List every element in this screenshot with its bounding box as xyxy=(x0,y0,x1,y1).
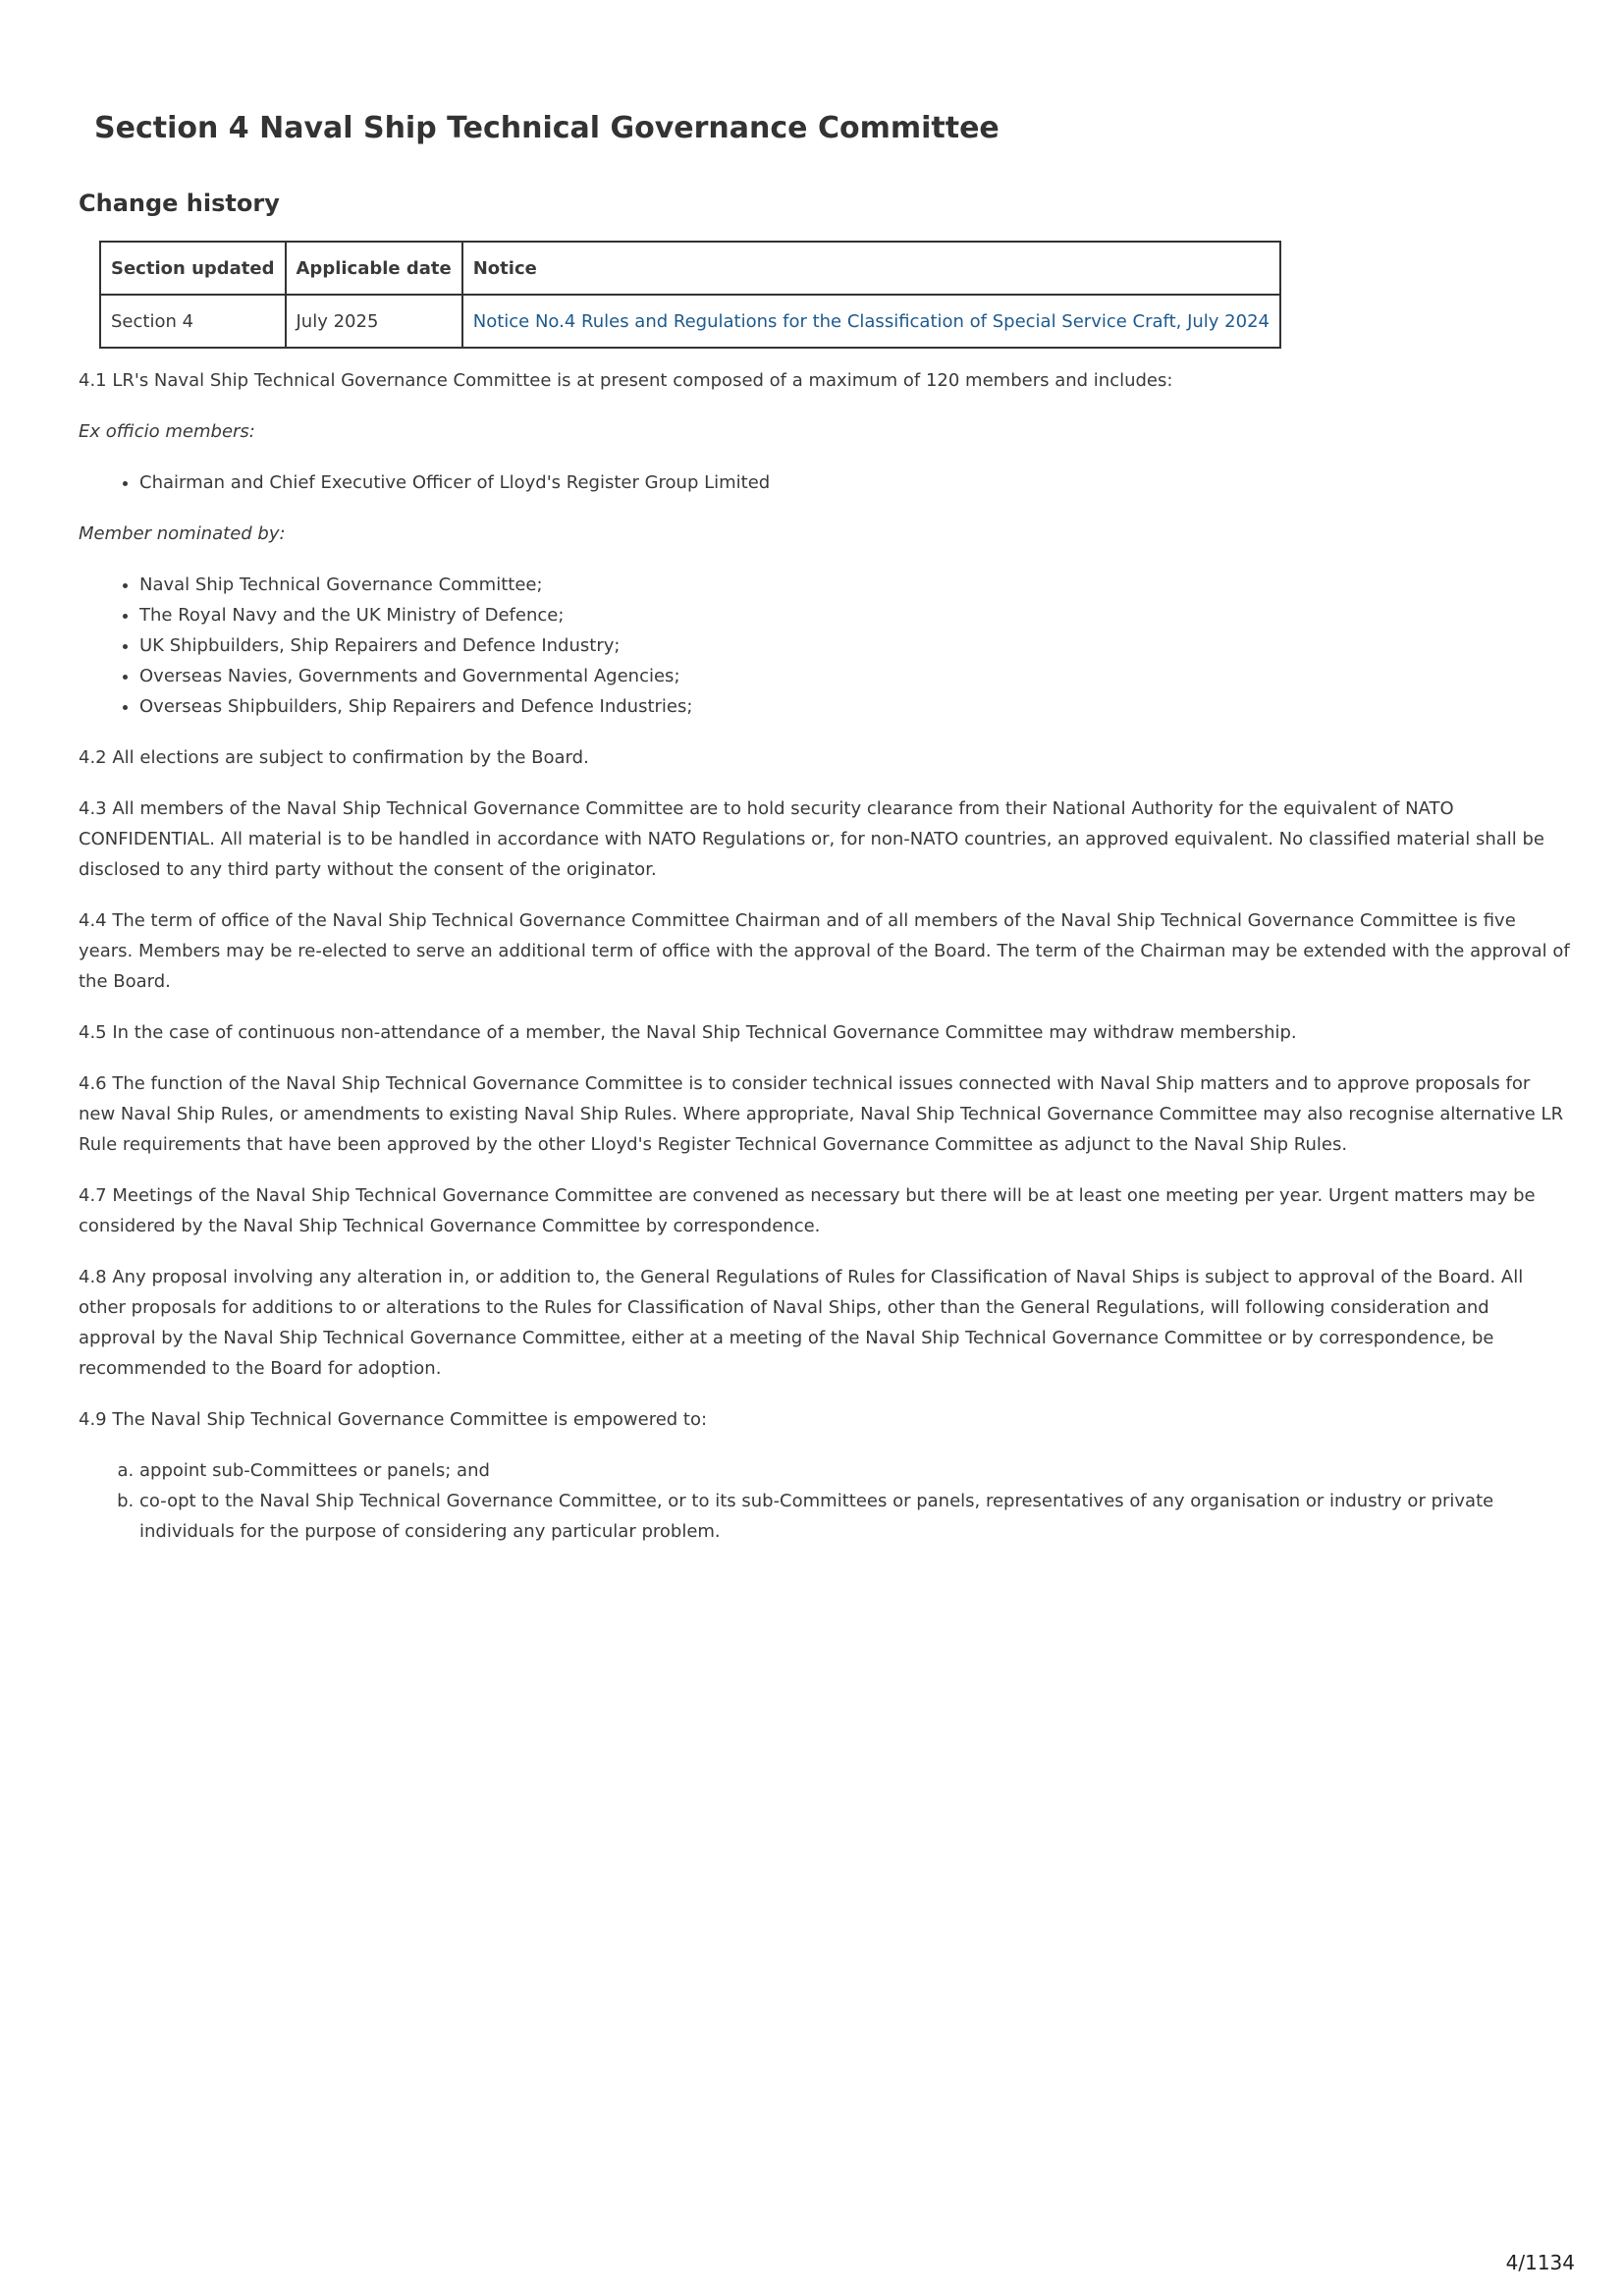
paragraph-4-4: 4.4 The term of office of the Naval Ship Technical Governance Committee Chairman and of all members of the Naval Ship Technical Governance Committee is five years. Members may be re-elected to serve an additional term of office with the approval of the Board. The term of the Chairman may be extended with the approval of the Board. xyxy=(79,910,1570,992)
list-item: • The Royal Navy and the UK Ministry of Defence; xyxy=(139,600,1571,630)
page-title: Section 4 Naval Ship Technical Governance Committee xyxy=(94,111,1000,145)
change-history-table xyxy=(99,241,1281,349)
ex-officio-label: Ex officio members: xyxy=(79,421,255,442)
list-item: • Naval Ship Technical Governance Committee; xyxy=(139,570,1571,600)
list-item: • Overseas Navies, Governments and Governmental Agencies; xyxy=(139,661,1571,691)
list-item: a. appoint sub-Committees or panels; and xyxy=(139,1455,1571,1486)
column-header-section-updated: Section updated xyxy=(100,242,286,295)
paragraph-4-1: 4.1 LR's Naval Ship Technical Governance Committee is at present composed of a maximum of 120 members and includes: xyxy=(79,370,1173,391)
paragraph-4-6: 4.6 The function of the Naval Ship Technical Governance Committee is to consider technical issues connected with Naval Ship matters and to approve proposals for new Naval Ship Rules, or amendments to existing Naval Ship Rules. Where appropriate, Naval Ship Technical Governance Committee may also recognise alternative LR Rule requirements that have been approved by the other Lloyd's Register Technical Governance Committee as adjunct to the Naval Ship Rules. xyxy=(79,1073,1564,1155)
change-history-heading: Change history xyxy=(79,190,280,217)
paragraph-4-3: 4.3 All members of the Naval Ship Technical Governance Committee are to hold security clearance from their National Authority for the equivalent of NATO CONFIDENTIAL. All material is to be handled in accordance with NATO Regulations or, for non-NATO countries, an approved equivalent. No classified material shall be disclosed to any third party without the consent of the originator. xyxy=(79,798,1544,880)
paragraph-4-7: 4.7 Meetings of the Naval Ship Technical Governance Committee are convened as necessary but there will be at least one meeting per year. Urgent matters may be considered by the Naval Ship Technical Governance Committee by correspondence. xyxy=(79,1185,1536,1236)
list-item: • Overseas Shipbuilders, Ship Repairers and Defence Industries; xyxy=(139,691,1571,722)
nominated-list xyxy=(79,570,1571,722)
column-header-applicable-date: Applicable date xyxy=(286,242,462,295)
empowered-list xyxy=(79,1455,1571,1547)
list-item: • UK Shipbuilders, Ship Repairers and Defence Industry; xyxy=(139,630,1571,661)
cell-section: Section 4 xyxy=(100,295,286,348)
paragraph-4-8: 4.8 Any proposal involving any alteration in, or addition to, the General Regulations of Rules for Classification of Naval Ships is subject to approval of the Board. All other proposals for additions to or alterations to the Rules for Classification of Naval Ships, other than the General Regulations, will following consideration and approval by the Naval Ship Technical Governance Committee, either at a meeting of the Naval Ship Technical Governance Committee or by correspondence, be recommended to the Board for adoption. xyxy=(79,1267,1524,1379)
cell-date: July 2025 xyxy=(286,295,462,348)
paragraph-4-5: 4.5 In the case of continuous non-attendance of a member, the Naval Ship Technical Governance Committee may withdraw membership. xyxy=(79,1022,1297,1043)
ex-officio-list xyxy=(79,467,1571,498)
nominated-label: Member nominated by: xyxy=(79,523,286,544)
table-row xyxy=(100,295,1280,348)
page-number: 4/1134 xyxy=(1505,2251,1575,2274)
list-item: • Chairman and Chief Executive Officer of Lloyd's Register Group Limited xyxy=(139,467,1571,498)
notice-link[interactable]: Notice No.4 Rules and Regulations for the Classification of Special Service Craft, July 2024 xyxy=(472,310,1270,332)
list-item: b. co-opt to the Naval Ship Technical Governance Committee, or to its sub-Committees or panels, representatives of any organisation or industry or private individuals for the purpose of considering any particular problem. xyxy=(139,1486,1571,1547)
cell-notice xyxy=(462,295,1280,348)
column-header-notice: Notice xyxy=(462,242,1280,295)
table-header-row xyxy=(100,242,1280,295)
section-body xyxy=(79,365,1571,1567)
paragraph-4-2: 4.2 All elections are subject to confirmation by the Board. xyxy=(79,747,589,768)
paragraph-4-9: 4.9 The Naval Ship Technical Governance Committee is empowered to: xyxy=(79,1409,708,1430)
